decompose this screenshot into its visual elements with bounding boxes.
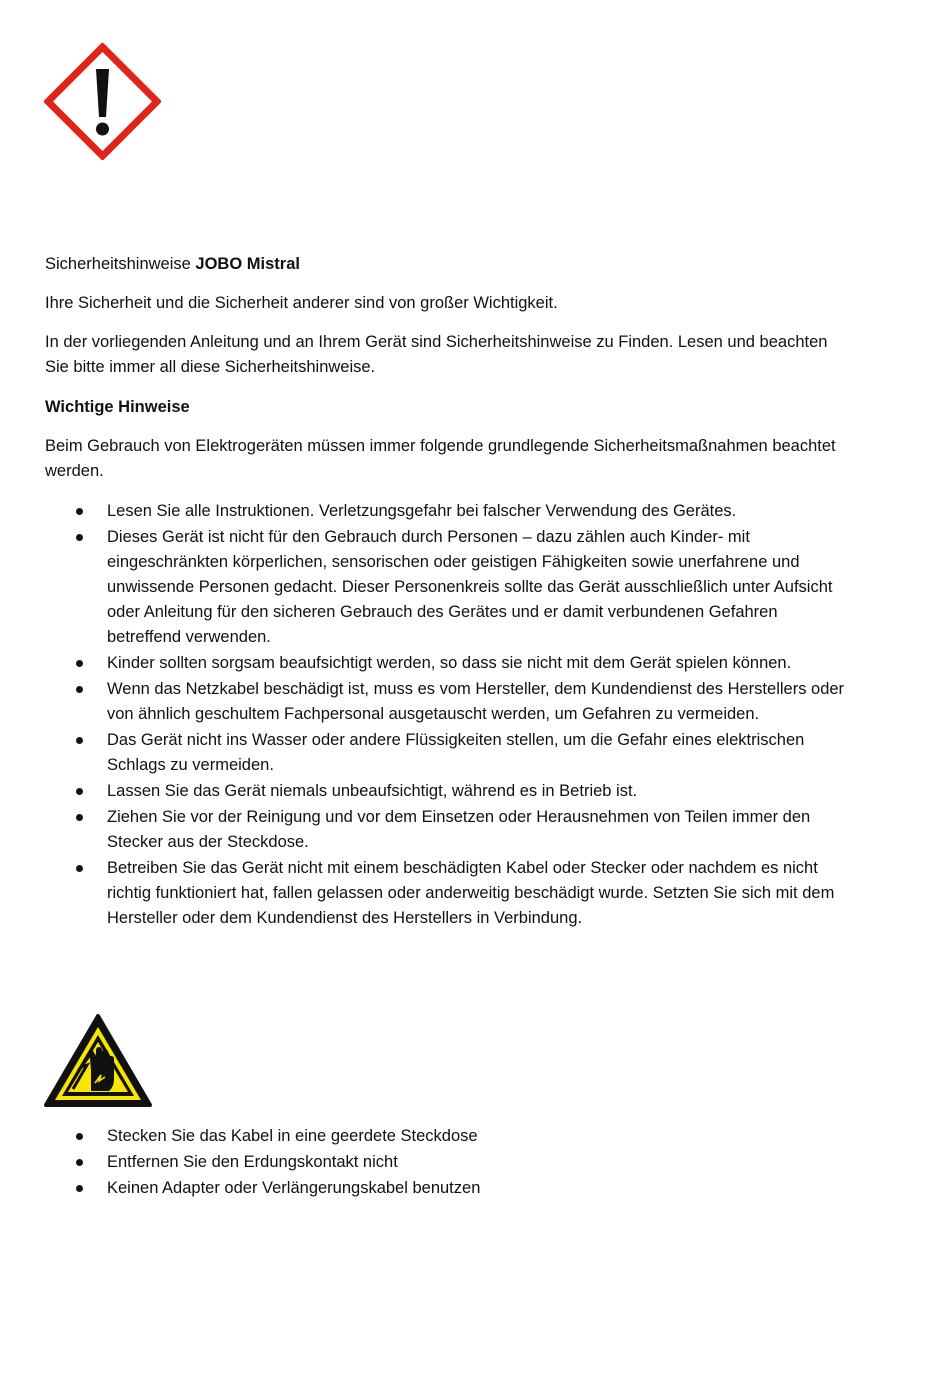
- product-name: JOBO Mistral: [195, 255, 300, 273]
- bullet-icon: [76, 1185, 83, 1192]
- list-item: Entfernen Sie den Erdungskontakt nicht: [0, 1150, 847, 1175]
- list-item: Lassen Sie das Gerät niemals unbeaufsichtigt, während es in Betrieb ist.: [0, 779, 847, 804]
- electrical-list: [0, 1124, 900, 1202]
- bullet-icon: [76, 737, 83, 744]
- list-item: Ziehen Sie vor der Reinigung und vor dem Einsetzen oder Herausnehmen von Teilen immer den Stecker aus der Steckdose.: [0, 805, 847, 855]
- bullet-icon: [76, 660, 83, 667]
- electric-shock-warning-icon: [43, 1013, 153, 1109]
- intro-paragraph-1: Ihre Sicherheit und die Sicherheit anderer sind von großer Wichtigkeit.: [45, 294, 558, 312]
- bullet-icon: [76, 1159, 83, 1166]
- safety-list: [0, 499, 900, 932]
- intro-paragraph-2: In der vorliegenden Anleitung und an Ihrem Gerät sind Sicherheitshinweise zu Finden. Lesen und beachten Sie bitte immer all diese Sicherheitshinweise.: [45, 333, 828, 376]
- bullet-icon: [76, 814, 83, 821]
- list-item: Betreiben Sie das Gerät nicht mit einem beschädigten Kabel oder Stecker oder nachdem es nicht richtig funktioniert hat, fallen gelassen oder anderweitig beschädigt wurde. Setzten Sie sich mit dem Hersteller oder dem Kundendienst des Herstellers in Verbindung.: [0, 856, 847, 931]
- list-item: Wenn das Netzkabel beschädigt ist, muss es vom Hersteller, dem Kundendienst des Herstellers oder von ähnlich geschultem Fachpersonal ausgetauscht werden, um Gefahren zu vermeiden.: [0, 677, 847, 727]
- section-lead: Beim Gebrauch von Elektrogeräten müssen immer folgende grundlegende Sicherheitsmaßnahmen beachtet werden.: [45, 437, 836, 480]
- list-item: Stecken Sie das Kabel in eine geerdete Steckdose: [0, 1124, 847, 1149]
- list-item: Das Gerät nicht ins Wasser oder andere Flüssigkeiten stellen, um die Gefahr eines elektrischen Schlags zu vermeiden.: [0, 728, 847, 778]
- bullet-icon: [76, 534, 83, 541]
- list-item: Dieses Gerät ist nicht für den Gebrauch durch Personen – dazu zählen auch Kinder- mit eingeschränkten körperlichen, sensorischen oder geistigen Fähigkeiten sowie unerfahrene und unwissende Personen gedacht. Dieser Personenkreis sollte das Gerät ausschließlich unter Aufsicht oder Anleitung für den sicheren Gebrauch des Gerätes und er damit verbundenen Gefahren betreffend verwenden.: [0, 525, 847, 650]
- document-title: Sicherheitshinweise JOBO Mistral: [45, 255, 300, 273]
- list-item: Keinen Adapter oder Verlängerungskabel benutzen: [0, 1176, 847, 1201]
- exclamation-hazard-icon: [44, 43, 161, 160]
- section-heading: Wichtige Hinweise: [45, 398, 190, 416]
- list-item: Lesen Sie alle Instruktionen. Verletzungsgefahr bei falscher Verwendung des Gerätes.: [0, 499, 847, 524]
- bullet-icon: [76, 1133, 83, 1140]
- bullet-icon: [76, 686, 83, 693]
- list-item: Kinder sollten sorgsam beaufsichtigt werden, so dass sie nicht mit dem Gerät spielen können.: [0, 651, 847, 676]
- bullet-icon: [76, 865, 83, 872]
- bullet-icon: [76, 508, 83, 515]
- bullet-icon: [76, 788, 83, 795]
